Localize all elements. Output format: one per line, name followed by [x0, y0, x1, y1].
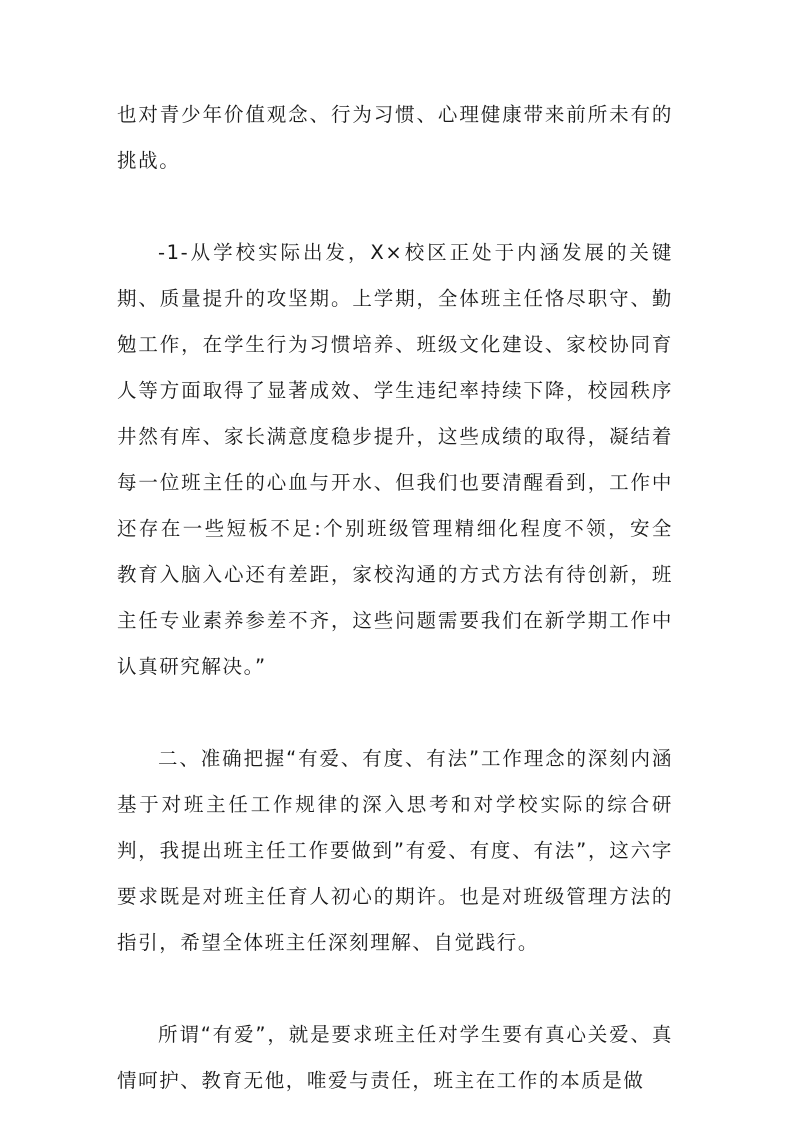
- paragraph-gap: [117, 184, 673, 230]
- paragraph-school-situation: -1-从学校实际出发，X×校区正处于内涵发展的关键期、质量提升的攻坚期。上学期，全体班主任恪尽职守、勤勉工作，在学生行为习惯培养、班级文化建设、家校协同育人等方面取得了显著成效、学生违纪率持续下降，校园秩序井然有库、家长满意度稳步提升，这些成绩的取得，凝结着每一位班主任的心血与开水、但我们也要清醒看到，工作中还存在一些短板不足:个别班级管理精细化程度不领，安全教育入脑入心还有差距，家校沟通的方式方法有待创新，班主任专业素养参差不齐，这些问题需要我们在新学期工作中认真研究解决。”: [117, 241, 673, 678]
- paragraph-section-two: 二、准确把握“有爱、有度、有法”工作理念的深刻内涵基于对班主任工作规律的深入思考和对学校实际的综合研判，我提出班主任工作要做到”有爱、有度、有法”，这六字要求既是对班主任育人初心的期许。也是对班级管理方法的指引，希望全体班主任深刻理解、自觉践行。: [117, 747, 673, 954]
- paragraph-continuation: 也对青少年价值观念、行为习惯、心理健康带来前所未有的挑战。: [117, 103, 673, 172]
- paragraph-gap: [117, 966, 673, 1012]
- document-page: [117, 92, 673, 1104]
- paragraph-gap: [117, 690, 673, 736]
- paragraph-you-ai: 所谓“有爱”，就是要求班主任对学生要有真心关爱、真情呵护、教育无他，唯爱与责任，班主在工作的本质是做: [117, 1023, 673, 1092]
